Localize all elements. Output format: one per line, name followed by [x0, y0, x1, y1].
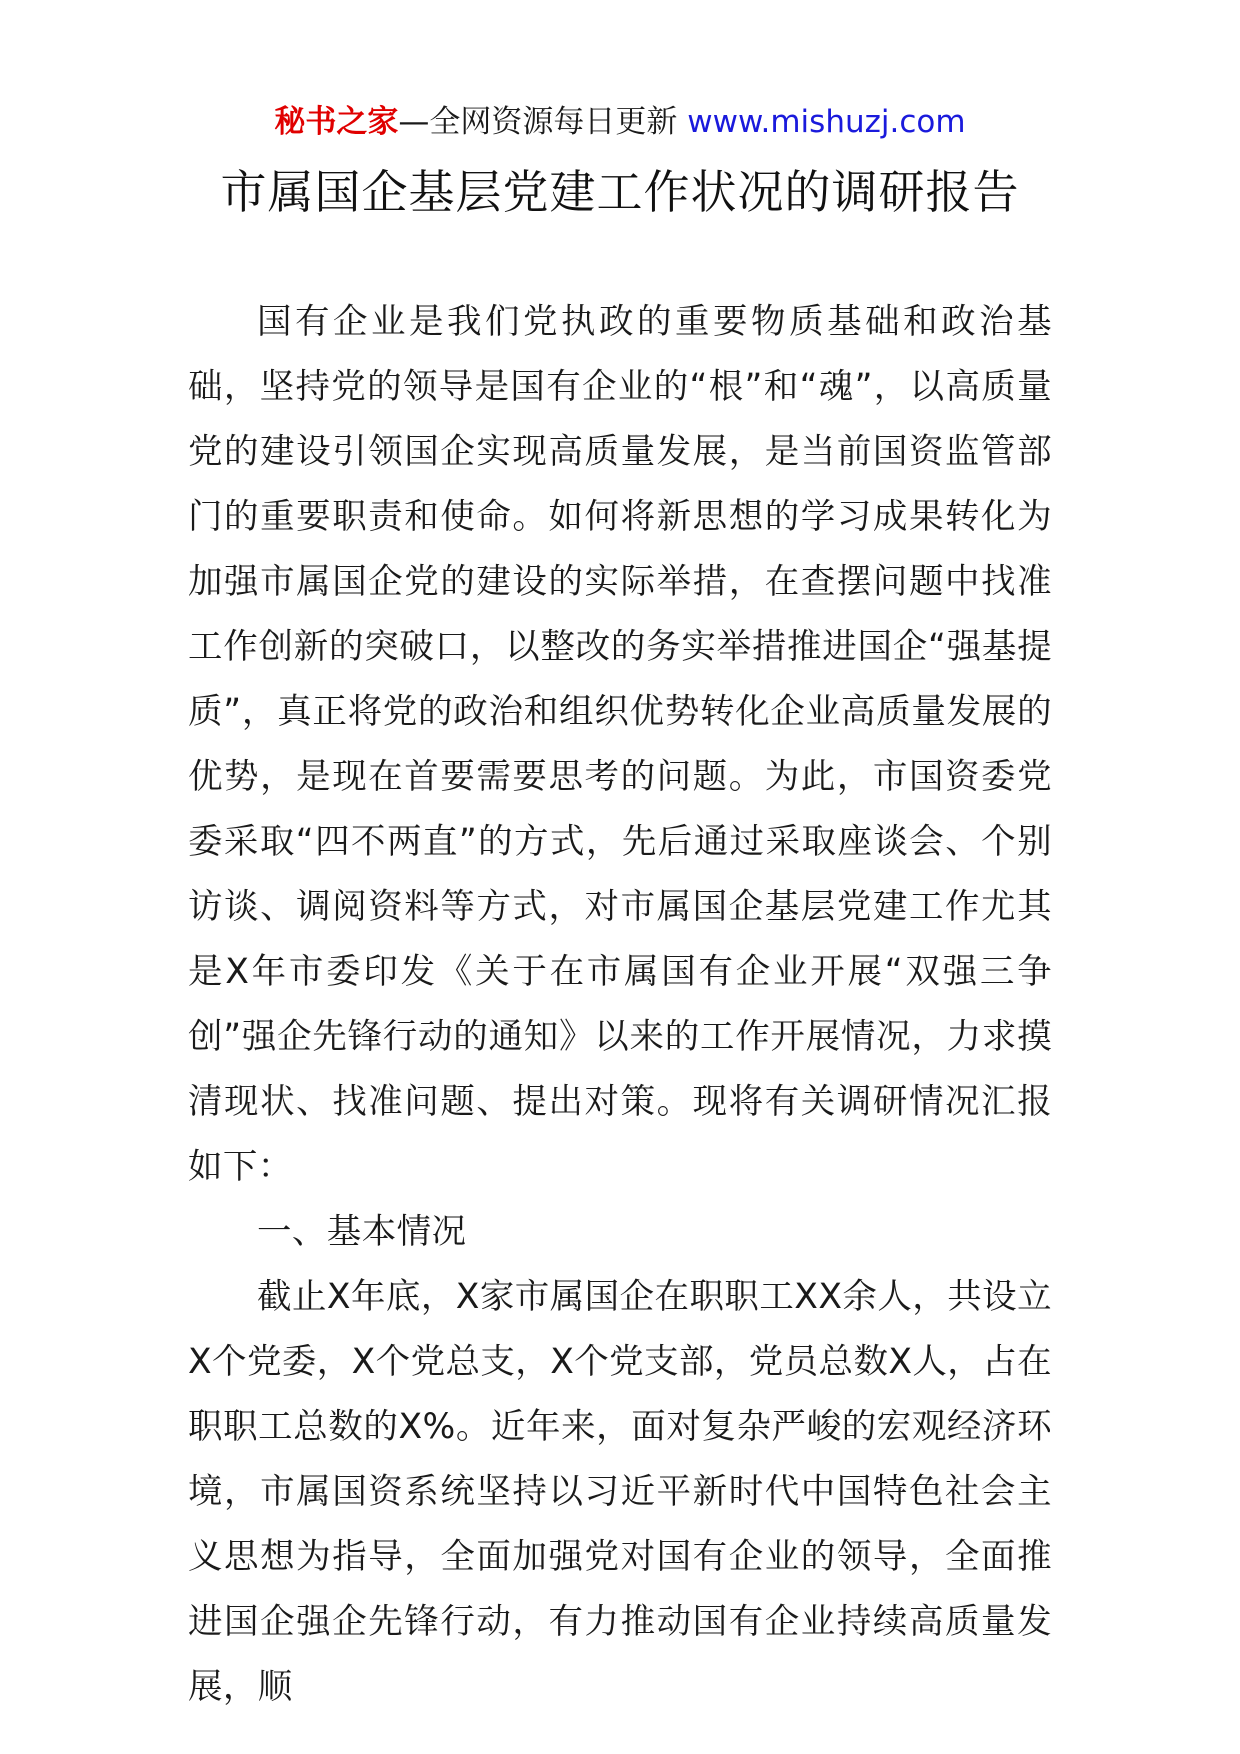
- intro-paragraph: 国有企业是我们党执政的重要物质基础和政治基础，坚持党的领导是国有企业的“根”和“魂”，以高质量党的建设引领国企实现高质量发展，是当前国资监管部门的重要职责和使命。如何将新思想的学习成果转化为加强市属国企党的建设的实际举措，在查摆问题中找准工作创新的突破口，以整改的务实举措推进国企“强基提质”，真正将党的政治和组织优势转化企业高质量发展的优势，是现在首要需要思考的问题。为此，市国资委党委采取“四不两直”的方式，先后通过采取座谈会、个别访谈、调阅资料等方式，对市属国企基层党建工作尤其是X年市委印发《关于在市属国有企业开展“双强三争创”强企先锋行动的通知》以来的工作开展情况，力求摸清现状、找准问题、提出对策。现将有关调研情况汇报如下：: [188, 302, 1052, 1187]
- basic-situation-paragraph: 截止X年底，X家市属国企在职职工XX余人，共设立X个党委，X个党总支，X个党支部，党员总数X人，占在职职工总数的X%。近年来，面对复杂严峻的宏观经济环境，市属国资系统坚持以习近平新时代中国特色社会主义思想为指导，全面加强党对国有企业的领导，全面推进国企强企先锋行动，有力推动国有企业持续高质量发展，顺: [188, 1277, 1052, 1707]
- site-url-link[interactable]: www.mishuzj.com: [687, 104, 966, 140]
- watermark-header: [0, 100, 1240, 144]
- document-body: [188, 290, 1052, 1720]
- document-title: 市属国企基层党建工作状况的调研报告: [220, 165, 1020, 219]
- brand-name: 秘书之家: [274, 104, 399, 140]
- header-tagline: —全网资源每日更新: [398, 104, 678, 140]
- section-heading: 一、基本情况: [257, 1212, 467, 1252]
